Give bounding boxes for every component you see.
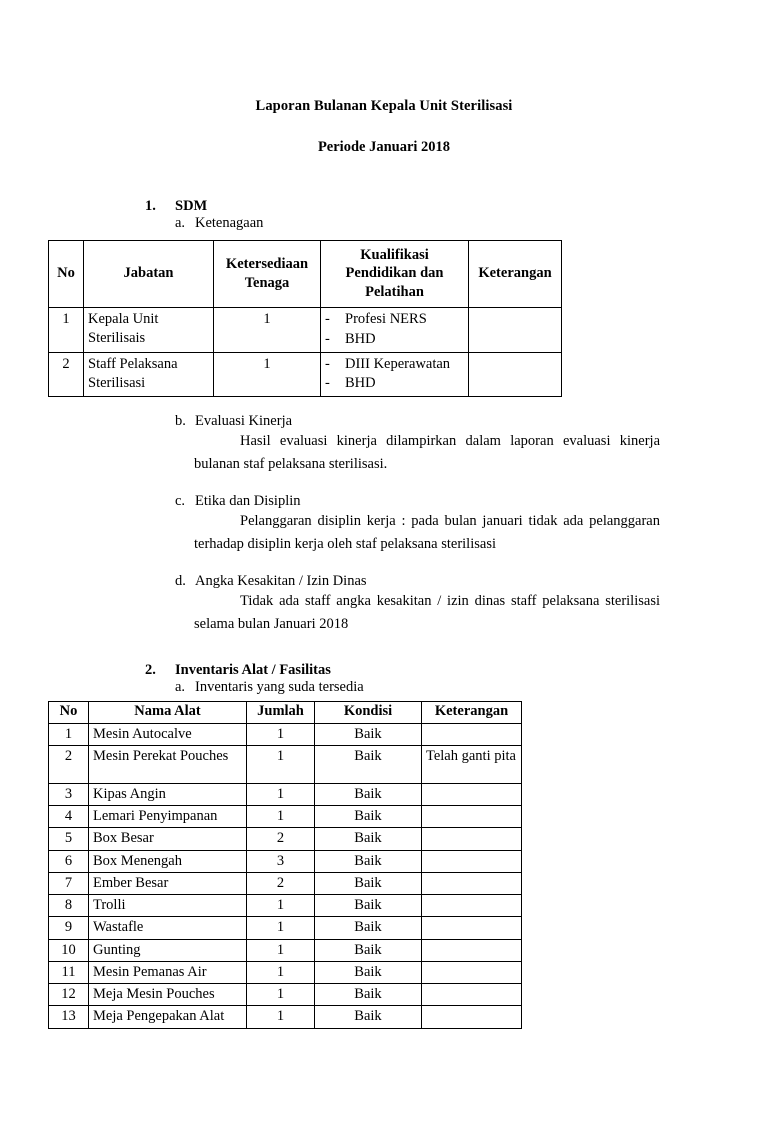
subsection-ketenagaan bbox=[175, 215, 708, 232]
section-sdm bbox=[145, 198, 708, 232]
cell-no: 8 bbox=[49, 895, 89, 917]
subsection-heading-inventaris-tersedia bbox=[175, 679, 708, 696]
cell-keterangan bbox=[469, 308, 562, 352]
cell-ketersediaan: 1 bbox=[214, 352, 321, 396]
subsection-letter: d. bbox=[175, 572, 186, 589]
dash-icon: - bbox=[325, 374, 330, 391]
cell-keterangan bbox=[469, 352, 562, 396]
subsection-angka-kesakitan bbox=[175, 573, 708, 637]
cell-nama-alat: Mesin Perekat Pouches bbox=[89, 745, 247, 783]
header-line: No bbox=[57, 265, 75, 282]
spacer bbox=[0, 182, 768, 198]
column-header-kualifikasi bbox=[321, 240, 469, 308]
cell-kualifikasi bbox=[321, 308, 469, 352]
cell-keterangan bbox=[422, 783, 522, 805]
spacer bbox=[0, 637, 768, 662]
table-row bbox=[49, 806, 522, 828]
dash-icon: - bbox=[325, 311, 330, 328]
cell-jumlah: 1 bbox=[247, 895, 315, 917]
dash-icon: - bbox=[325, 355, 330, 372]
cell-no: 12 bbox=[49, 984, 89, 1006]
list-item bbox=[325, 310, 464, 329]
spacer bbox=[0, 397, 768, 413]
cell-jumlah: 1 bbox=[247, 984, 315, 1006]
subsection-etika-disiplin bbox=[175, 493, 708, 557]
cell-kondisi: Baik bbox=[315, 895, 422, 917]
document-title-block bbox=[0, 98, 768, 157]
column-header-no: No bbox=[49, 701, 89, 723]
cell-keterangan: Telah ganti pita bbox=[422, 745, 522, 783]
cell-kondisi: Baik bbox=[315, 723, 422, 745]
cell-keterangan bbox=[422, 895, 522, 917]
cell-no: 1 bbox=[49, 723, 89, 745]
list-item-label: BHD bbox=[345, 330, 376, 347]
cell-nama-alat: Mesin Pemanas Air bbox=[89, 961, 247, 983]
inventaris-table bbox=[48, 701, 522, 1029]
table-row bbox=[49, 850, 522, 872]
cell-nama-alat: Ember Besar bbox=[89, 872, 247, 894]
cell-jumlah: 1 bbox=[247, 723, 315, 745]
table-row bbox=[49, 828, 522, 850]
column-header-jabatan bbox=[84, 240, 214, 308]
cell-jumlah: 1 bbox=[247, 1006, 315, 1028]
cell-keterangan bbox=[422, 806, 522, 828]
paragraph-etika-disiplin: Pelanggaran disiplin kerja : pada bulan januari tidak ada pelanggaran terhadap disiplin kerja oleh staf pelaksana sterilisasi bbox=[194, 512, 660, 553]
cell-nama-alat: Mesin Autocalve bbox=[89, 723, 247, 745]
subsection-title: Angka Kesakitan / Izin Dinas bbox=[195, 572, 367, 589]
ketenagaan-table bbox=[48, 240, 562, 397]
list-item-label: BHD bbox=[345, 374, 376, 391]
section-sdm-body bbox=[145, 413, 708, 637]
cell-no: 7 bbox=[49, 872, 89, 894]
cell-ketersediaan: 1 bbox=[214, 308, 321, 352]
table-row bbox=[49, 352, 562, 396]
list-item bbox=[325, 355, 464, 374]
subsection-heading-etika-disiplin bbox=[175, 493, 708, 510]
section-heading-inventaris bbox=[145, 662, 708, 679]
cell-jumlah: 2 bbox=[247, 828, 315, 850]
table-row bbox=[49, 961, 522, 983]
table-row bbox=[49, 939, 522, 961]
section-heading-sdm bbox=[145, 198, 708, 215]
cell-kondisi: Baik bbox=[315, 1006, 422, 1028]
section-number: 1. bbox=[145, 197, 156, 214]
cell-keterangan bbox=[422, 917, 522, 939]
subsection-heading-ketenagaan bbox=[175, 215, 708, 232]
cell-kondisi: Baik bbox=[315, 850, 422, 872]
subsection-title: Inventaris yang suda tersedia bbox=[195, 678, 364, 695]
page-subtitle: Periode Januari 2018 bbox=[317, 139, 451, 156]
cell-keterangan bbox=[422, 723, 522, 745]
cell-kondisi: Baik bbox=[315, 745, 422, 783]
cell-keterangan bbox=[422, 850, 522, 872]
table-row bbox=[49, 917, 522, 939]
subsection-evaluasi-kinerja bbox=[175, 413, 708, 477]
column-header-nama-alat: Nama Alat bbox=[89, 701, 247, 723]
list-item bbox=[325, 374, 464, 393]
subsection-heading-evaluasi-kinerja bbox=[175, 413, 708, 430]
cell-kondisi: Baik bbox=[315, 828, 422, 850]
cell-no: 11 bbox=[49, 961, 89, 983]
list-item-label: DIII Keperawatan bbox=[345, 355, 451, 372]
cell-nama-alat: Meja Pengepakan Alat bbox=[89, 1006, 247, 1028]
cell-jumlah: 1 bbox=[247, 745, 315, 783]
document-page bbox=[0, 98, 768, 1122]
spacer bbox=[145, 557, 708, 573]
subsection-inventaris-tersedia bbox=[175, 679, 708, 696]
list-item bbox=[325, 330, 464, 349]
table-row bbox=[49, 1006, 522, 1028]
list-item-label: Profesi NERS bbox=[345, 311, 427, 328]
header-line: Keterangan bbox=[478, 265, 552, 282]
cell-kondisi: Baik bbox=[315, 984, 422, 1006]
cell-nama-alat: Meja Mesin Pouches bbox=[89, 984, 247, 1006]
cell-kondisi: Baik bbox=[315, 872, 422, 894]
column-header-keterangan: Keterangan bbox=[422, 701, 522, 723]
table-header-row bbox=[49, 701, 522, 723]
cell-no: 2 bbox=[49, 745, 89, 783]
cell-no: 13 bbox=[49, 1006, 89, 1028]
cell-keterangan bbox=[422, 961, 522, 983]
cell-jumlah: 1 bbox=[247, 917, 315, 939]
subsection-heading-angka-kesakitan bbox=[175, 573, 708, 590]
header-line: Tenaga bbox=[244, 274, 290, 291]
cell-nama-alat: Lemari Penyimpanan bbox=[89, 806, 247, 828]
column-header-ketersediaan-tenaga bbox=[214, 240, 321, 308]
header-line: Pendidikan dan bbox=[345, 265, 444, 282]
table-row bbox=[49, 783, 522, 805]
cell-no: 5 bbox=[49, 828, 89, 850]
column-header-keterangan bbox=[469, 240, 562, 308]
subsection-title: Etika dan Disiplin bbox=[195, 492, 301, 509]
table-row bbox=[49, 723, 522, 745]
cell-nama-alat: Kipas Angin bbox=[89, 783, 247, 805]
spacer bbox=[145, 477, 708, 493]
cell-keterangan bbox=[422, 1006, 522, 1028]
section-title: SDM bbox=[175, 197, 208, 214]
cell-no: 10 bbox=[49, 939, 89, 961]
cell-jumlah: 1 bbox=[247, 961, 315, 983]
cell-jumlah: 1 bbox=[247, 939, 315, 961]
column-header-jumlah: Jumlah bbox=[247, 701, 315, 723]
header-line: Kualifikasi bbox=[360, 246, 429, 263]
column-header-no bbox=[49, 240, 84, 308]
cell-no: 4 bbox=[49, 806, 89, 828]
cell-kondisi: Baik bbox=[315, 961, 422, 983]
cell-jumlah: 2 bbox=[247, 872, 315, 894]
spacer bbox=[0, 157, 768, 182]
cell-jabatan: Staff Pelaksana Sterilisasi bbox=[84, 352, 214, 396]
column-header-kondisi: Kondisi bbox=[315, 701, 422, 723]
inventaris-table-body bbox=[49, 723, 522, 1028]
subsection-letter: c. bbox=[175, 492, 186, 509]
header-line: Ketersediaan bbox=[225, 256, 309, 273]
subsection-letter: b. bbox=[175, 412, 186, 429]
cell-keterangan bbox=[422, 939, 522, 961]
table-row bbox=[49, 308, 562, 352]
cell-nama-alat: Trolli bbox=[89, 895, 247, 917]
cell-keterangan bbox=[422, 872, 522, 894]
cell-no: 3 bbox=[49, 783, 89, 805]
header-line: Pelatihan bbox=[365, 283, 424, 300]
cell-keterangan bbox=[422, 984, 522, 1006]
section-number: 2. bbox=[145, 661, 156, 678]
paragraph-angka-kesakitan: Tidak ada staff angka kesakitan / izin dinas staff pelaksana sterilisasi selama bulan Januari 2018 bbox=[194, 592, 660, 633]
paragraph-evaluasi-kinerja: Hasil evaluasi kinerja dilampirkan dalam laporan evaluasi kinerja bulanan staf pelaksana sterilisasi. bbox=[194, 432, 660, 473]
cell-jumlah: 1 bbox=[247, 806, 315, 828]
table-row bbox=[49, 745, 522, 783]
cell-no: 6 bbox=[49, 850, 89, 872]
cell-keterangan bbox=[422, 828, 522, 850]
table-row bbox=[49, 984, 522, 1006]
cell-kondisi: Baik bbox=[315, 783, 422, 805]
cell-jabatan: Kepala Unit Sterilisais bbox=[84, 308, 214, 352]
cell-kondisi: Baik bbox=[315, 917, 422, 939]
table-row bbox=[49, 895, 522, 917]
cell-nama-alat: Gunting bbox=[89, 939, 247, 961]
table-row bbox=[49, 872, 522, 894]
qualification-list bbox=[325, 310, 464, 348]
section-title: Inventaris Alat / Fasilitas bbox=[175, 661, 331, 678]
table-header-row bbox=[49, 240, 562, 308]
subsection-title: Ketenagaan bbox=[195, 214, 264, 231]
subsection-letter: a. bbox=[175, 678, 186, 695]
dash-icon: - bbox=[325, 330, 330, 347]
cell-no: 1 bbox=[49, 308, 84, 352]
cell-no: 2 bbox=[49, 352, 84, 396]
cell-nama-alat: Wastafle bbox=[89, 917, 247, 939]
section-inventaris bbox=[145, 662, 708, 696]
cell-nama-alat: Box Besar bbox=[89, 828, 247, 850]
qualification-list bbox=[325, 355, 464, 393]
page-title: Laporan Bulanan Kepala Unit Sterilisasi bbox=[255, 98, 513, 114]
subsection-letter: a. bbox=[175, 214, 186, 231]
cell-jumlah: 3 bbox=[247, 850, 315, 872]
cell-kondisi: Baik bbox=[315, 939, 422, 961]
cell-no: 9 bbox=[49, 917, 89, 939]
cell-nama-alat: Box Menengah bbox=[89, 850, 247, 872]
cell-kondisi: Baik bbox=[315, 806, 422, 828]
cell-jumlah: 1 bbox=[247, 783, 315, 805]
subsection-title: Evaluasi Kinerja bbox=[195, 412, 293, 429]
cell-kualifikasi bbox=[321, 352, 469, 396]
header-line: Jabatan bbox=[123, 265, 174, 282]
